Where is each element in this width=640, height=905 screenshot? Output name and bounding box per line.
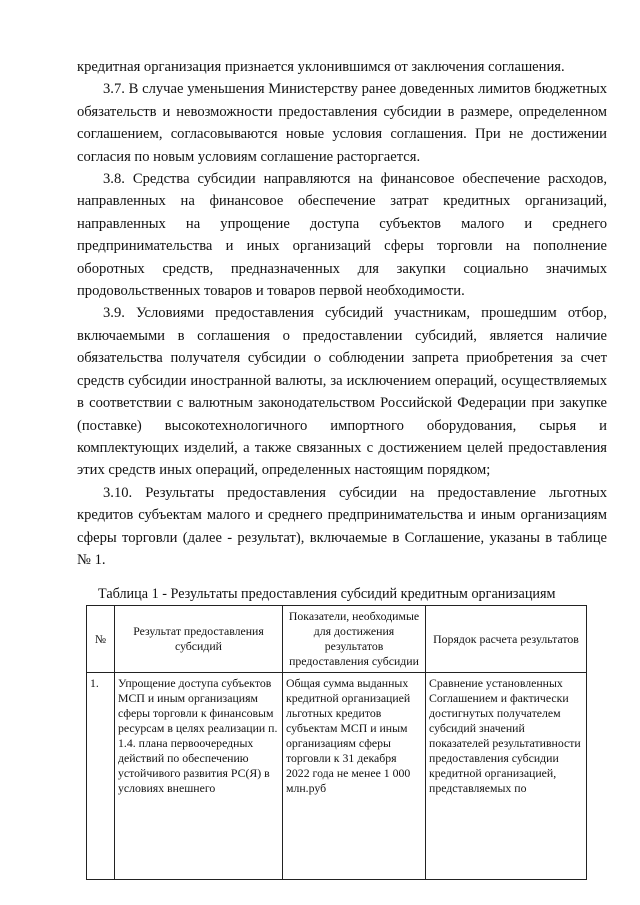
paragraph-end-of-3-6: кредитная организация признается уклонившимся от заключения соглашения.	[77, 59, 565, 75]
header-number: №	[87, 606, 115, 673]
table-caption: Таблица 1 - Результаты предоставления субсидий кредитным организациям	[98, 586, 556, 602]
cell-calculation: Сравнение установленных Соглашением и фактически достигнутых получателем субсидий значений показателей результативности предоставления субсидии кредитной организацией, представляемых по	[426, 673, 587, 880]
paragraph-3-9: 3.9. Условиями предоставления субсидий участникам, прошедшим отбор, включаемыми в соглашения о предоставлении субсидий, является наличие обязательства получателя субсидии о соблюдении запрета приобретения за счет средств субсидии иностранной валюты, за исключением операций, осуществляемых в соответствии с валютным законодательством Российской Федерации при закупке (поставке) высокотехнологичного импортного оборудования, сырья и комплектующих изделий, а также связанных с достижением целей предоставления этих средств иных операций, определенных настоящим порядком;	[77, 305, 607, 479]
table-header-row	[87, 606, 587, 673]
header-calculation: Порядок расчета результатов	[426, 606, 587, 673]
cell-indicators: Общая сумма выданных кредитной организацией льготных кредитов субъектам МСП и иным организациям сферы торговли к 31 декабря 2022 года не менее 1 000 млн.руб	[283, 673, 426, 880]
paragraph-3-7: 3.7. В случае уменьшения Министерству ранее доведенных лимитов бюджетных обязательств и невозможности предоставления субсидии в размере, определенном соглашением, согласовываются новые условия соглашения. При не достижении согласия по новым условиям соглашение расторгается.	[77, 81, 607, 165]
cell-number: 1.	[87, 673, 115, 880]
document-body	[77, 56, 607, 571]
paragraph-3-8: 3.8. Средства субсидии направляются на финансовое обеспечение расходов, направленных на финансовое обеспечение затрат кредитных организаций, направленных на упрощение доступа субъектов малого и среднего предпринимательства и иных организаций сферы торговли на пополнение оборотных средств, предназначенных для закупки социально значимых продовольственных товаров и товаров первой необходимости.	[77, 171, 607, 300]
header-result: Результат предоставления субсидий	[115, 606, 283, 673]
table-row	[87, 673, 587, 880]
results-table	[86, 605, 587, 880]
paragraph-3-10: 3.10. Результаты предоставления субсидии на предоставление льготных кредитов субъектам малого и среднего предпринимательства и иным организациям сферы торговли (далее - результат), включаемые в Соглашение, указаны в таблице № 1.	[77, 484, 607, 568]
cell-result: Упрощение доступа субъектов МСП и иным организациям сферы торговли к финансовым ресурсам в целях реализации п. 1.4. плана первоочередных действий по обеспечению устойчивого развития РС(Я) в условиях внешнего	[115, 673, 283, 880]
header-indicators: Показатели, необходимые для достижения результатов предоставления субсидии	[283, 606, 426, 673]
